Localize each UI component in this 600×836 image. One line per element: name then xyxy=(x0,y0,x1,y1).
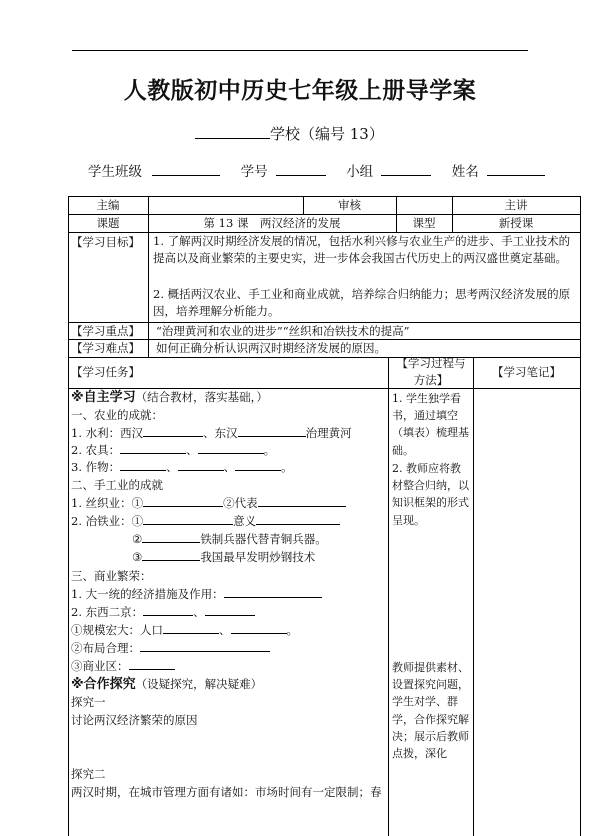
table-rule xyxy=(68,357,580,358)
group-label: 小组 xyxy=(346,164,374,180)
id-blank[interactable] xyxy=(276,162,326,176)
student-info-row xyxy=(88,160,545,180)
id-label: 学号 xyxy=(240,164,268,180)
iron-line xyxy=(71,513,340,530)
fill-blank[interactable] xyxy=(256,513,340,525)
iron-3b-text: 我国最早发明炒钢技术 xyxy=(200,550,316,564)
fill-blank[interactable] xyxy=(235,459,281,471)
silk-line xyxy=(71,495,346,512)
fill-blank[interactable] xyxy=(129,658,175,670)
silk-text: 1. 丝织业：① xyxy=(71,496,144,510)
commerce-heading: 三、商业繁荣： xyxy=(71,569,152,583)
process-3: 教师提供素材、设置探究问题，学生对学、群学，合作探究解决；展示后教师点拨，深化 xyxy=(392,661,469,761)
comm-2c-text: ③商业区： xyxy=(71,659,129,673)
coop-sub: （设疑探究，解决疑难） xyxy=(135,677,263,691)
study-plan-table xyxy=(68,196,580,836)
agri-2-text: 2. 农具： xyxy=(71,443,121,457)
fill-blank[interactable] xyxy=(143,495,223,507)
comm-2b-text: ②布局合理： xyxy=(71,641,140,655)
commerce-line-1 xyxy=(71,586,322,603)
comm-2-text: 2. 东西二京： xyxy=(71,605,144,619)
agri-heading: 一、农业的成就： xyxy=(71,408,163,422)
name-label: 姓名 xyxy=(451,164,479,180)
lesson-type-value: 新授课 xyxy=(498,216,534,230)
explore-2-text: 两汉时期，在城市管理方面有诸如：市场时间有一定限制；春 xyxy=(71,785,382,799)
comm-2a-text: ①规模宏大：人口 xyxy=(71,623,163,637)
agri-1-text: 1. 水利：西汉 xyxy=(71,426,144,440)
fill-blank[interactable] xyxy=(143,513,233,525)
fill-blank[interactable] xyxy=(142,531,200,543)
iron-line-2 xyxy=(132,531,327,548)
task-header: 【学习任务】 xyxy=(71,365,140,379)
goals-2: 2. 概括两汉农业、手工业和商业成就，培养综合归纳能力；思考两汉经济发展的原因，培养理解分析能力。 xyxy=(153,287,571,318)
agri-line-1 xyxy=(71,425,352,442)
table-rule xyxy=(473,357,474,836)
commerce-line-4 xyxy=(71,640,270,657)
class-label: 学生班级 xyxy=(88,164,142,180)
explore-1-text: 讨论两汉经济繁荣的原因 xyxy=(71,713,198,727)
topic-label: 课题 xyxy=(96,216,120,230)
school-blank[interactable] xyxy=(195,123,270,139)
table-rule xyxy=(388,357,389,836)
coop-title: ※合作探究 xyxy=(71,677,136,692)
commerce-line-2: 2. 东西二京： 、 xyxy=(71,604,255,621)
difficulty-label: 【学习难点】 xyxy=(71,341,140,355)
key-label: 【学习重点】 xyxy=(71,324,140,338)
fill-blank[interactable] xyxy=(231,622,287,634)
coop-heading xyxy=(71,676,262,693)
lecturer-label: 主讲 xyxy=(504,198,528,212)
class-blank[interactable] xyxy=(152,162,220,176)
iron-2b-text: 铁制兵器代替青铜兵器。 xyxy=(200,532,327,546)
name-blank[interactable] xyxy=(487,162,545,176)
notes-header: 【学习笔记】 xyxy=(492,365,561,379)
self-study-heading xyxy=(71,389,268,406)
fill-blank[interactable] xyxy=(205,604,255,616)
commerce-line-5 xyxy=(71,658,175,675)
fill-blank[interactable] xyxy=(224,586,322,598)
explore-2-label: 探究二 xyxy=(71,767,106,781)
explore-1-label: 探究一 xyxy=(71,695,106,709)
fill-blank[interactable] xyxy=(140,640,270,652)
agri-1b-text: 、东汉 xyxy=(203,426,238,440)
agri-line-3: 3. 作物： 、 、 。 xyxy=(71,460,293,474)
fill-blank[interactable] xyxy=(163,622,219,634)
comm-1-text: 1. 大一统的经济措施及作用： xyxy=(71,587,224,601)
table-rule xyxy=(580,196,581,836)
difficulty-value: 如何正确分析认识两汉时期经济发展的原因。 xyxy=(156,341,386,355)
editor-label: 主编 xyxy=(96,198,120,212)
fill-blank[interactable] xyxy=(198,442,264,454)
iron-2-text: ② xyxy=(132,532,143,546)
iron-b-text: 意义 xyxy=(233,514,257,528)
fill-blank[interactable] xyxy=(120,459,166,471)
handcraft-heading: 二、手工业的成就 xyxy=(71,478,163,492)
fill-blank[interactable] xyxy=(142,549,200,561)
process-header: 【学习过程与方法】 xyxy=(396,356,466,387)
agri-3-text: 3. 作物： xyxy=(71,460,121,474)
school-line xyxy=(195,123,384,144)
silk-b-text: ②代表 xyxy=(223,496,258,510)
header-rule xyxy=(72,50,528,51)
goals-1: 1. 了解两汉时期经济发展的情况，包括水利兴修与农业生产的进步、手工业技术的提高以及商业繁荣的主要史实，进一步体会我国古代历史上的两汉盛世奠定基础。 xyxy=(153,234,571,265)
iron-text: 2. 冶铁业：① xyxy=(71,514,144,528)
iron-3-text: ③ xyxy=(132,550,143,564)
commerce-line-3: ①规模宏大：人口 、 。 xyxy=(71,623,298,637)
process-1: 1. 学生独学看书，通过填空（填表）梳理基础。 xyxy=(392,392,469,457)
agri-line-2: 2. 农具： 、 。 xyxy=(71,443,276,457)
fill-blank[interactable] xyxy=(178,459,224,471)
fill-blank[interactable] xyxy=(238,425,306,437)
page-title: 人教版初中历史七年级上册导学案 xyxy=(123,78,477,104)
agri-1c-text: 治理黄河 xyxy=(305,426,352,440)
fill-blank[interactable] xyxy=(143,604,193,616)
key-value: “治理黄河和农业的进步”“丝织和冶铁技术的提高” xyxy=(156,324,410,338)
fill-blank[interactable] xyxy=(143,425,203,437)
self-study-title: ※自主学习 xyxy=(71,390,136,405)
fill-blank[interactable] xyxy=(120,442,186,454)
process-2: 2. 教师应将教材整合归纳，以知识框架的形式呈现。 xyxy=(392,462,469,527)
table-rule xyxy=(68,196,69,836)
topic-value: 第 13 课 两汉经济的发展 xyxy=(203,216,341,230)
lesson-type-label: 课型 xyxy=(412,216,436,230)
group-blank[interactable] xyxy=(381,162,431,176)
reviewer-label: 审核 xyxy=(338,198,361,212)
school-suffix: 学校（编号 13） xyxy=(270,125,384,143)
fill-blank[interactable] xyxy=(258,495,346,507)
iron-line-3 xyxy=(132,549,315,566)
self-study-sub: （结合教材，落实基础，） xyxy=(135,390,268,404)
goals-label: 【学习目标】 xyxy=(71,235,140,249)
